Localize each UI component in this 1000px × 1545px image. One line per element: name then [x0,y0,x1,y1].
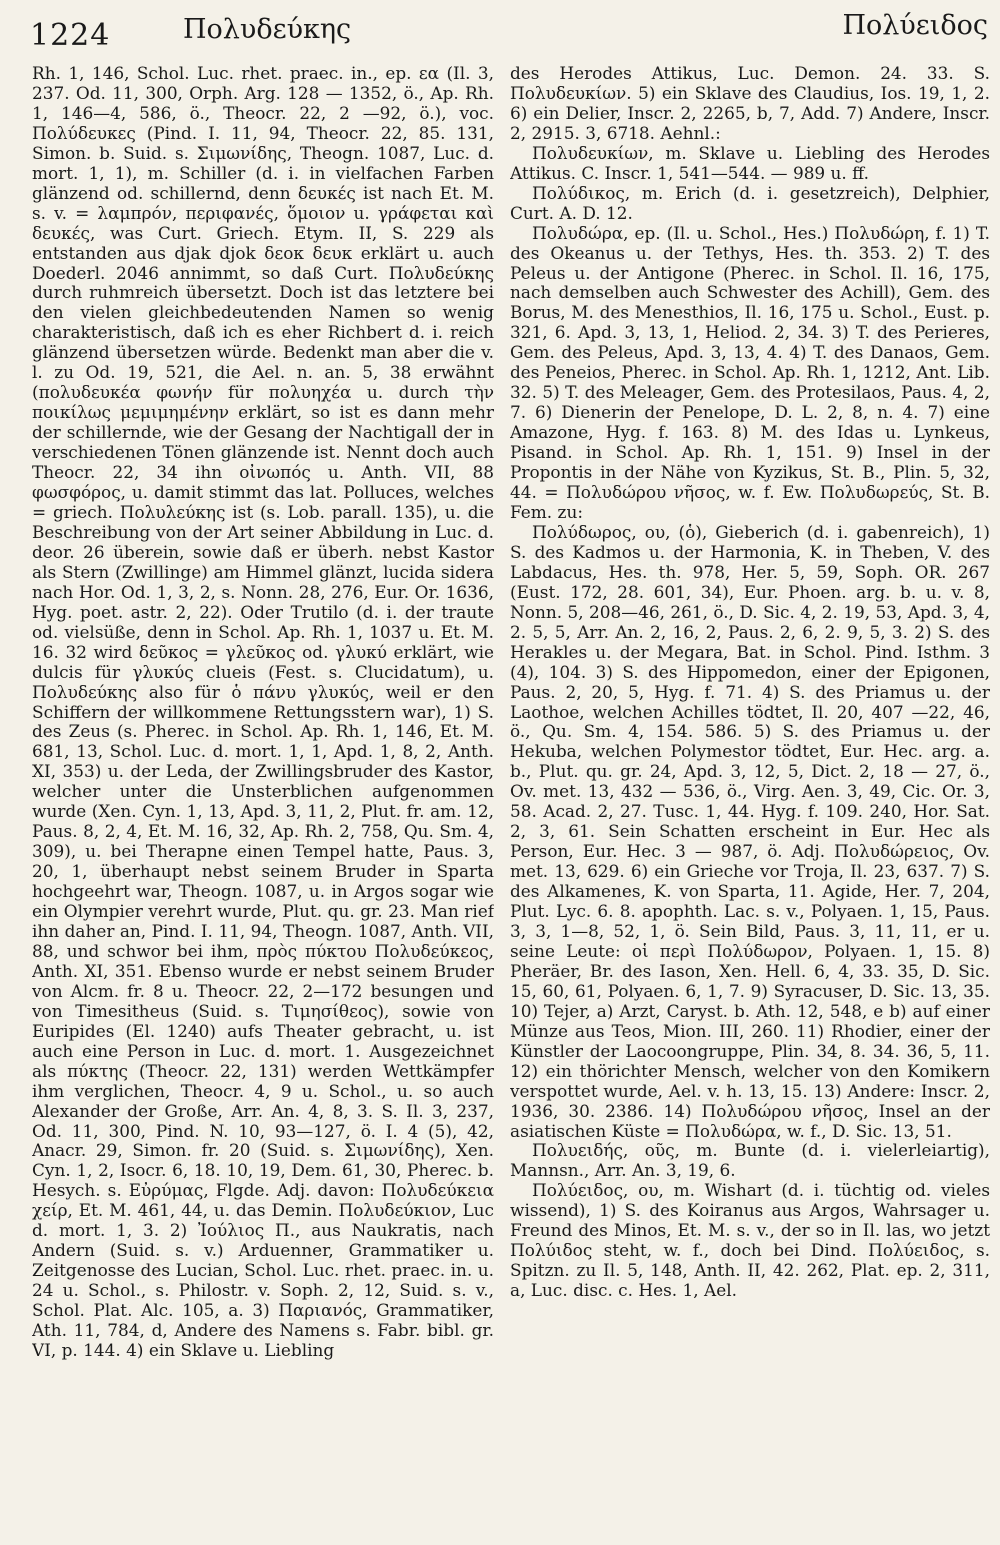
entry-polydoros: Πολύδωρος, ου, (ὁ), Gieberich (d. i. gabenreich), 1) S. des Kadmos u. der Harmonia, K. in Theben, V. des Labdacus, Hes. th. 978, Her. 5, 59, Soph. OR. 267 (Eust. 172, 28. 601, 34), Eur. Phoen. arg. b. u. v. 8, Nonn. 5, 208—46, 261, ö., D. Sic. 4, 2. 19, 53, Apd. 3, 4, 2. 5, 5, Arr. An. 2, 16, 2, Paus. 2, 6, 2. 9, 5, 3. 2) S. des Herakles u. der Megara, Bat. in Schol. Pind. Isthm. 3 (4), 104. 3) S. des Hippomedon, einer der Epigonen, Paus. 2, 20, 5, Hyg. f. 71. 4) S. des Priamus u. der Laothoe, welchen Achilles tödtet, Il. 20, 407 —22, 46, ö., Qu. Sm. 4, 154. 586. 5) S. des Priamus u. der Hekuba, welchen Polymestor tödtet, Eur. Hec. arg. a. b., Plut. qu. gr. 24, Apd. 3, 12, 5, Dict. 2, 18 — 27, ö., Ov. met. 13, 432 — 536, ö., Virg. Aen. 3, 49, Cic. Or. 3, 58. Acad. 2, 27. Tusc. 1, 44. Hyg. f. 109. 240, Hor. Sat. 2, 3, 61. Sein Schatten erscheint in Eur. Hec als Person, Eur. Hec. 3 — 987, ö. Adj. Πολυδώρειος, Ov. met. 13, 629. 6) ein Grieche vor Troja, Il. 23, 637. 7) S. des Alkamenes, K. von Sparta, 11. Agide, Her. 7, 204, Plut. Lyc. 6. 8. apophth. Lac. s. v., Polyaen. 1, 15, Paus. 3, 3, 1—8, 52, 1, ö. Sein Bild, Paus. 3, 11, 11, er u. seine Leute: οἱ περὶ Πολύδωρον, Polyaen. 1, 15. 8) Pheräer, Br. des Iason, Xen. Hell. 6, 4, 33. 35, D. Sic. 15, 60, 61, Polyaen. 6, 1, 7. 9) Syracuser, D. Sic. 13, 35. 10) Tejer, a) Arzt, Caryst. b. Ath. 12, 548, e b) auf einer Münze aus Teos, Mion. III, 260. 11) Rhodier, einer der Künstler der Laocoongruppe, Plin. 34, 8. 34. 36, 5, 11. 12) ein thörichter Mensch, welcher von den Komikern verspottet wurde, Ael. v. h. 13, 15. 13) Andere: Inscr. 2, 1936, 30. 2386. 14) Πολυδώρου νῆσος, Insel an der asiatischen Küste = Πολυδώρα, w. f., D. Sic. 13, 51. [510,521,990,1141]
page-header [0,0,1000,60]
entry-polyeides-adj: Πολυειδής, οῦς, m. Bunte (d. i. vielerleiartig), Mannsn., Arr. An. 3, 19, 6. [510,1140,990,1181]
entry-continuation: des Herodes Attikus, Luc. Demon. 24. 33. S. Πολυδευκίων. 5) ein Sklave des Claudius, Ios. 19, 1, 2. 6) ein Delier, Inscr. 2, 2265, b, 7, Add. 7) Andere, Inscr. 2, 2915. 3, 6718. Aehnl.: [510,64,990,143]
entry-polyeidos: Πολύειδος, ου, m. Wishart (d. i. tüchtig od. vieles wissend), 1) S. des Koiranus aus Argos, Wahrsager u. Freund des Minos, Et. M. s. v., der so in Il. las, wo jetzt Πολύιδος steht, w. f., doch bei Dind. Πολύειδος, s. Spitzn. zu Il. 5, 148, Anth. II, 42. 262, Plat. ep. 2, 311, a, Luc. disc. c. Hes. 1, Ael. [510,1180,990,1301]
right-column [510,64,990,1542]
entry-polydikos: Πολύδικος, m. Erich (d. i. gesetzreich), Delphier, Curt. A. D. 12. [510,182,990,223]
left-running-headword: Πολυδεύκης [183,14,352,45]
right-running-headword: Πολύειδος [842,10,988,41]
left-column [32,64,494,1542]
page-number: 1224 [30,18,111,53]
entry-polydeukes-continued: Rh. 1, 146, Schol. Luc. rhet. praec. in., ep. εα (Il. 3, 237. Od. 11, 300, Orph. Arg. 128 — 1352, ö., Ap. Rh. 1, 146—4, 586, ö., Theocr. 22, 2 —92, ö.), voc. Πολύδευκες (Pind. I. 11, 94, Theocr. 22, 85. 131, Simon. b. Suid. s. Σιμωνίδης, Theogn. 1087, Luc. d. mort. 1, 1), m. Schiller (d. i. in vielfachen Farben glänzend od. schillernd, denn δευκές ist nach Et. M. s. v. = λαμπρόν, περιφανές, ὅμοιον u. γράφεται καὶ δευκές, was Curt. Griech. Etym. II, S. 229 als entstanden aus djak djok δεοκ δευκ erklärt u. auch Doederl. 2046 annimmt, so daß Curt. Πολυδεύκης durch ruhmreich übersetzt. Doch ist das letztere bei den vielen gleichbedeutenden Namen so wenig charakteristisch, daß ich es eher Richbert d. i. reich glänzend übersetzen würde. Bedenkt man aber die v. l. zu Od. 19, 521, die Ael. n. an. 5, 38 erwähnt (πολυδευκέα φωνήν für πολυηχέα u. durch τὴν ποικίλως μεμιμημένην erklärt, so ist es dann mehr der schillernde, wie der Gesang der Nachtigall der in verschiedenen Tönen glänzende ist. Nennt doch auch Theocr. 22, 34 ihn οἰνωπός u. Anth. VII, 88 φωσφόρος, u. damit stimmt das lat. Polluces, welches = griech. Πολυλεύκης ist (s. Lob. parall. 135), u. die Beschreibung von der Art seiner Abbildung in Luc. d. deor. 26 überein, sowie daß er überh. nebst Kastor als Stern (Zwillinge) am Himmel glänzt, lucida sidera nach Hor. Od. 1, 3, 2, s. Nonn. 28, 276, Eur. Or. 1636, Hyg. poet. astr. 2, 22). Oder Trutilo (d. i. der traute od. vielsüße, denn in Schol. Ap. Rh. 1, 1037 u. Et. M. 16. 32 wird δεῦκος = γλεῦκος od. γλυκύ erklärt, wie dulcis für γλυκύς clueis (Fest. s. Clucidatum), u. Πολυδεύκης also für ὁ πάνυ γλυκύς, weil er den Schiffern der willkommene Rettungsstern war), 1) S. des Zeus (s. Pherec. in Schol. Ap. Rh. 1, 146, Et. M. 681, 13, Schol. Luc. d. mort. 1, 1, Apd. 1, 8, 2, Anth. XI, 353) u. der Leda, der Zwillingsbruder des Kastor, welcher unter die Unsterblichen aufgenommen wurde (Xen. Cyn. 1, 13, Apd. 3, 11, 2, Plut. fr. am. 12, Paus. 8, 2, 4, Et. M. 16, 32, Ap. Rh. 2, 758, Qu. Sm. 4, 309), u. bei Therapne einen Tempel hatte, Paus. 3, 20, 1, überhaupt nebst seinem Bruder in Sparta hochgeehrt war, Theogn. 1087, u. in Argos sogar wie ein Olympier verehrt wurde, Plut. qu. gr. 23. Man rief ihn daher an, Pind. I. 11, 94, Theogn. 1087, Anth. VII, 88, und schwor bei ihm, πρὸς πύκτου Πολυδεύκεος, Anth. XI, 351. Ebenso wurde er nebst seinem Bruder von Alcm. fr. 8 u. Theocr. 22, 2—172 besungen und von Timesitheus (Suid. s. Τιμησίθεος), sowie von Euripides (El. 1240) aufs Theater gebracht, u. ist auch eine Person in Luc. d. mort. 1. Ausgezeichnet als πύκτης (Theocr. 22, 131) werden Wettkämpfer ihm verglichen, Theocr. 4, 9 u. Schol., u. so auch Alexander der Große, Arr. An. 4, 8, 3. S. Il. 3, 237, Od. 11, 300, Pind. N. 10, 93—127, ö. I. 4 (5), 42, Anacr. 29, Simon. fr. 20 (Suid. s. Σιμωνίδης), Xen. Cyn. 1, 2, Isocr. 6, 18. 10, 19, Dem. 61, 30, Pherec. b. Hesych. s. Εὐρύμας, Flgde. Adj. davon: Πολυδεύκεια χείρ, Et. M. 461, 44, u. das Demin. Πολυδεύκιον, Luc d. mort. 1, 3. 2) Ἰούλιος Π., aus Naukratis, nach Andern (Suid. s. v.) Arduenner, Grammatiker u. Zeitgenosse des Lucian, Schol. Luc. rhet. praec. in. u. 24 u. Schol., s. Philostr. v. Soph. 2, 12, Suid. s. v., Schol. Plat. Alc. 105, a. 3) Παριανός, Grammatiker, Ath. 11, 784, d, Andere des Namens s. Fabr. bibl. gr. VI, p. 144. 4) ein Sklave u. Liebling [32,64,494,1360]
entry-polydora: Πολυδώρα, ep. (Il. u. Schol., Hes.) Πολυδώρη, f. 1) T. des Okeanus u. der Tethys, Hes. th. 353. 2) T. des Peleus u. der Antigone (Pherec. in Schol. Il. 16, 175, nach demselben auch Schwester des Achill), Gem. des Borus, M. des Menesthios, Il. 16, 175 u. Schol., Eust. p. 321, 6. Apd. 3, 13, 1, Heliod. 2, 34. 3) T. des Perieres, Gem. des Peleus, Apd. 3, 13, 4. 4) T. des Danaos, Gem. des Peneios, Pherec. in Schol. Ap. Rh. 1, 1212, Ant. Lib. 32. 5) T. des Meleager, Gem. des Protesilaos, Paus. 4, 2, 7. 6) Dienerin der Penelope, D. L. 2, 8, n. 4. 7) eine Amazone, Hyg. f. 163. 8) M. des Idas u. Lynkeus, Pisand. in Schol. Ap. Rh. 1, 151. 9) Insel in der Propontis in der Nähe von Kyzikus, St. B., Plin. 5, 32, 44. = Πολυδώρου νῆσος, w. f. Ew. Πολυδωρεύς, St. B. Fem. zu: [510,222,990,522]
entry-polydeukion: Πολυδευκίων, m. Sklave u. Liebling des Herodes Attikus. C. Inscr. 1, 541—544. — 989 u. ff. [510,142,990,183]
